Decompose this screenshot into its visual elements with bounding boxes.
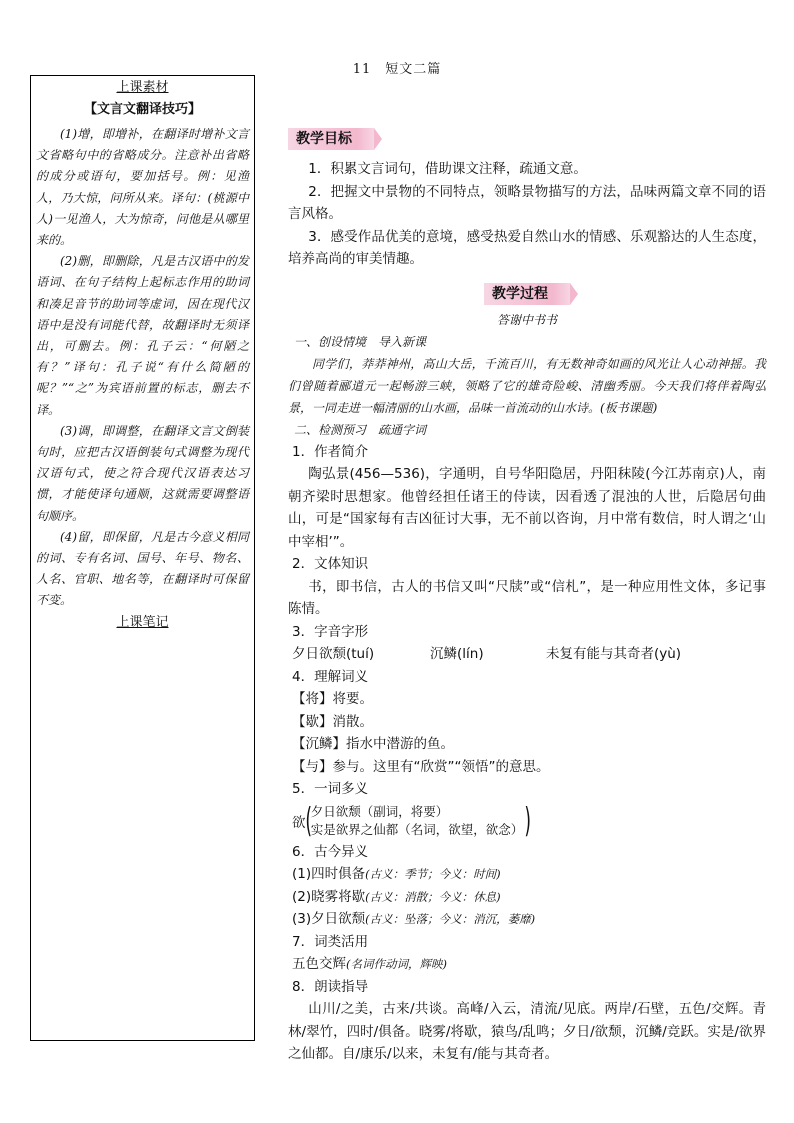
section-genre-text: 书，即书信，古人的书信又叫“尺牍”或“信札”，是一种应用性文体，多记事陈情。 [288,578,766,617]
section-pronunciation-title: 3．字音字形 [292,623,369,640]
section-reading-title: 8．朗读指导 [292,978,369,995]
sidebar-notes-heading: 上课笔记 [116,614,169,630]
process-title: 答谢中书书 [496,312,557,327]
oldnew-label: (3)夕日欲颓 [292,911,366,927]
sidebar-paragraph: (4)留，即保留，凡是古今意义相同的词、专有名词、国号、年号、物名、人名、官职、地名等，在翻译时可保留不变。 [36,529,249,608]
goal-item: 2．把握文中景物的不同特点，领略景物描写的方法，品味两篇文章不同的语言风格。 [288,183,766,222]
meaning-item: 【沉鳞】指水中潜游的鱼。 [292,736,454,752]
sidebar-paragraph: (3)调，即调整，在翻译文言文倒装句时，应把古汉语倒装句式调整为现代汉语句式，使之符合现代汉语表达习惯，才能使译句通顺，这就需要调整语句顺序。 [36,423,249,523]
oldnew-note: (古义：季节；今义：时间) [365,867,501,881]
oldnew-note: (古义：坠落；今义：消沉，萎靡) [365,912,536,926]
oldnew-label: (1)四时俱备 [292,866,366,882]
sidebar-paragraph: (1)增，即增补，在翻译时增补文言文省略句中的省略成分。注意补出省略的成分或语句，要加括号。例：见渔人，乃大惊，问所从来。译句：(桃源中人)一见渔人，大为惊奇，问他是从哪里来的。 [36,127,249,248]
wordclass-note: (名词作动词，辉映) [346,957,447,971]
step1-title: 一、创设情境 导入新课 [294,334,427,349]
pronunciation-item: 未复有能与其奇者(yù) [546,646,682,662]
goals-badge: 教学目标 [288,128,374,150]
section-author-text: 陶弘景(456—536)，字通明，自号华阳隐居，丹阳秣陵(今江苏南京)人，南朝齐梁时思想家。他曾经担任诸王的侍读，因看透了混浊的人世，后隐居句曲山，可是“国家每有吉凶征讨大事，无不前以咨询，月中常有数信，时人谓之‘山中宰相’”。 [288,466,766,550]
goal-item: 1．积累文言词句，借助课文注释，疏通文意。 [308,161,587,177]
pronunciation-row [288,643,766,666]
pronunciation-item: 夕日欲颓(tuí) [292,646,375,662]
oldnew-item [288,863,766,886]
section-oldnew-title: 6．古今异义 [292,843,369,860]
section-polysemy-title: 5．一词多义 [292,781,369,797]
polysemy-block [288,801,766,841]
left-brace-icon: ( [304,800,312,841]
meaning-item: 【歇】消散。 [292,713,373,730]
process-badge-row [288,283,766,305]
page-title: 11 短文二篇 [352,62,442,77]
reading-text: 山川/之美，古来/共谈。高峰/入云，清流/见底。两岸/石壁，五色/交辉。青林/翠竹，四时/俱备。晓雾/将歇，猿鸟/乱鸣；夕日/欲颓，沉鳞/竞跃。实是/欲界之仙都。自/康乐/以来，未复有/能与其奇者。 [288,1001,766,1062]
sidebar-subheading: 【文言文翻译技巧】 [83,102,201,117]
wordclass-label: 五色交辉 [292,956,346,972]
section-genre-title: 2．文体知识 [292,556,369,572]
section-wordclass-title: 7．词类活用 [292,933,369,950]
oldnew-item [288,908,766,931]
section-author-title: 1．作者简介 [292,443,369,460]
oldnew-note: (古义：消散；今义：休息) [365,889,501,904]
main-content [288,118,766,1066]
polysemy-item: 夕日欲颓（副词，将要） [310,803,449,819]
process-badge: 教学过程 [484,283,570,305]
oldnew-label: (2)晓雾将歇 [292,888,366,905]
step2-title: 二、检测预习 疏通字词 [294,422,427,437]
polysemy-item: 实是欲界之仙都（名词，欲望，欲念） [310,821,524,837]
meaning-item: 【将】将要。 [292,691,373,707]
section-meaning-title: 4．理解词义 [292,668,369,685]
pronunciation-item: 沉鳞(lín) [430,646,484,662]
right-brace-icon: ) [524,800,532,841]
goals-list [288,158,766,271]
sidebar-panel [30,75,255,1041]
polysemy-list [311,803,524,839]
sidebar-paragraph: (2)删，即删除，凡是古汉语中的发语词、在句子结构上起标志作用的助词和凑足音节的助词等虚词，因在现代汉语中是没有词能代替，故翻译时无须译出，可删去。例：孔子云：“何陋之有？”译句：孔子说“有什么简陋的呢？”“之”为宾语前置的标志，删去不译。 [36,254,249,417]
step1-text: 同学们，莽莽神州，高山大岳，千流百川，有无数神奇如画的风光让人心动神摇。我们曾随着郦道元一起畅游三峡，领略了它的雄奇险峻、清幽秀丽。今天我们将伴着陶弘景，一同走进一幅清丽的山水画，品味一首流动的山水诗。(板书课题) [288,356,766,415]
goals-badge-row [288,128,766,150]
sidebar-heading: 上课素材 [116,80,169,95]
meaning-item: 【与】参与。这里有“欣赏”“领悟”的意思。 [292,758,550,775]
wordclass-item [288,953,766,976]
polysemy-word: 欲 [292,814,306,831]
oldnew-item [288,886,766,909]
goal-item: 3．感受作品优美的意境，感受热爱自然山水的情感、乐观豁达的人生态度，培养高尚的审美情趣。 [288,228,766,267]
